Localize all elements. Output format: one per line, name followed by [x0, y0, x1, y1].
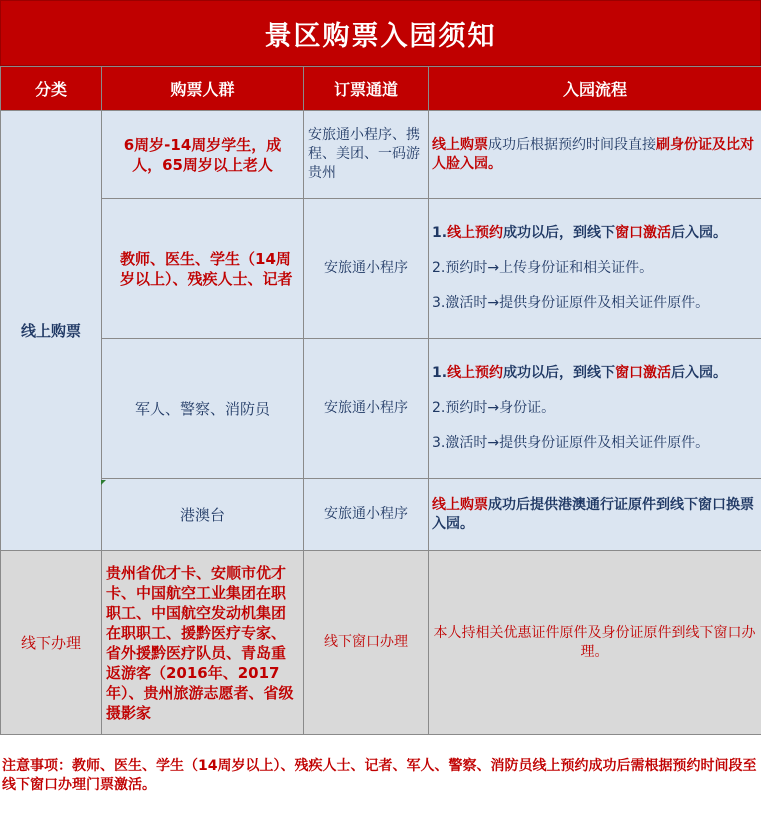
table-row [1, 339, 761, 479]
process-highlight: 线上购票 [432, 136, 488, 153]
channel-cell: 线下窗口办理 [304, 551, 429, 735]
page-title: 景区购票入园须知 [0, 0, 761, 66]
header-process: 入园流程 [429, 67, 761, 111]
process-highlight: 线上购票 [432, 496, 488, 513]
process-cell [429, 199, 761, 339]
table-row [1, 551, 761, 735]
group-cell: 6周岁-14周岁学生，成人，65周岁以上老人 [102, 111, 304, 199]
header-category: 分类 [1, 67, 102, 111]
process-step: 2.预约时→身份证。 [432, 400, 556, 416]
process-cell [429, 339, 761, 479]
process-step: 3.激活时→提供身份证原件及相关证件原件。 [432, 435, 710, 451]
header-channel: 订票通道 [304, 67, 429, 111]
process-step: 1.线上预约成功以后，到线下窗口激活后入园。 [432, 225, 728, 241]
table-row [1, 199, 761, 339]
process-highlight: 刷身份证及比对人脸入园。 [432, 136, 754, 172]
process-text: 成功后提供港澳通行证原件到线下窗口换票入园。 [432, 496, 754, 532]
header-group: 购票人群 [102, 67, 304, 111]
channel-cell: 安旅通小程序 [304, 339, 429, 479]
channel-cell: 安旅通小程序 [304, 479, 429, 551]
process-text: 成功后根据预约时间段直接 [488, 136, 656, 153]
process-cell: 本人持相关优惠证件原件及身份证原件到线下窗口办理。 [429, 551, 761, 735]
process-step: 2.预约时→上传身份证和相关证件。 [432, 260, 654, 276]
channel-cell: 安旅通小程序 [304, 199, 429, 339]
ticket-info-table [0, 66, 761, 735]
category-online: 线上购票 [1, 111, 102, 551]
process-step: 1.线上预约成功以后，到线下窗口激活后入园。 [432, 365, 728, 381]
table-row [1, 111, 761, 199]
notice-text: 注意事项：教师、医生、学生（14周岁以上）、残疾人士、记者、军人、警察、消防员线上预约成功后需根据预约时间段至线下窗口办理门票激活。 [2, 758, 757, 793]
process-cell [429, 479, 761, 551]
cell-comment-marker [101, 480, 106, 485]
table-row [1, 479, 761, 551]
group-cell: 军人、警察、消防员 [102, 339, 304, 479]
channel-cell: 安旅通小程序、携程、美团、一码游贵州 [304, 111, 429, 199]
group-cell: 教师、医生、学生（14周岁以上）、残疾人士、记者 [102, 199, 304, 339]
table-header-row [1, 67, 761, 111]
group-cell: 贵州省优才卡、安顺市优才卡、中国航空工业集团在职职工、中国航空发动机集团在职职工、援黔医疗专家、省外援黔医疗队员、青岛重返游客（2016年、2017年）、贵州旅游志愿者、省级摄影家 [102, 551, 304, 735]
category-offline: 线下办理 [1, 551, 102, 735]
group-cell: 港澳台 [102, 479, 304, 551]
process-cell [429, 111, 761, 199]
process-step: 3.激活时→提供身份证原件及相关证件原件。 [432, 295, 710, 311]
